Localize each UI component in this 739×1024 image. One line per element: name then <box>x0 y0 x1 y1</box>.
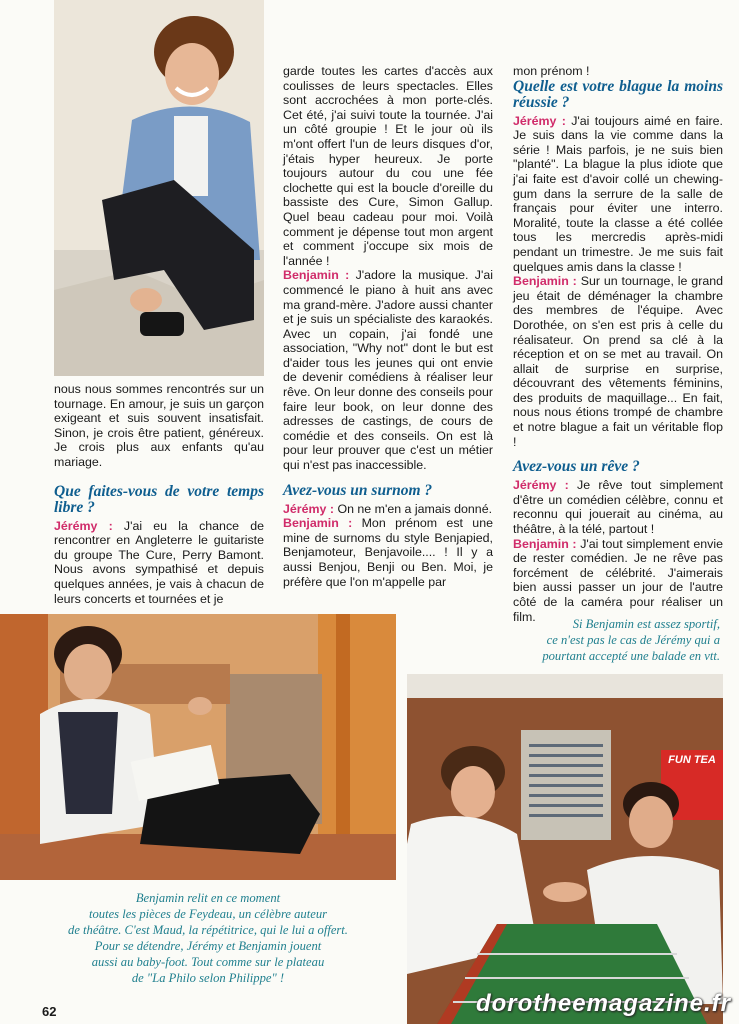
caption-line: Si Benjamin est assez sportif, <box>572 617 720 631</box>
answer-benjamin-nickname <box>283 516 493 589</box>
caption-line: pourtant accepté une balade en vtt. <box>542 649 720 663</box>
answer-text: On ne m'en a jamais donné. <box>337 501 493 516</box>
caption-line: Pour se détendre, Jérémy et Benjamin jouent <box>94 939 322 953</box>
answer-benjamin-dream <box>513 537 723 625</box>
column-1 <box>54 382 264 606</box>
caption-line: de théâtre. C'est Maud, la répétitrice, qui le lui a offert. <box>68 923 348 937</box>
photo-jeremy-crouching <box>54 0 264 376</box>
page-number: 62 <box>42 1004 57 1019</box>
answer-text: Mon prénom est une mine de surnoms du style Benjapied, Benjamoteur, Benjavoile.... ! Il y a aussi Benjou, Benji ou Ben. Moi, je préfère que l'on m'appelle par <box>283 516 493 589</box>
caption-bike <box>470 616 720 664</box>
answer-jeremy-free-time <box>54 519 264 607</box>
caption-line: toutes les pièces de Feydeau, un célèbre auteur <box>88 907 328 921</box>
speaker-benjamin: Benjamin : <box>283 516 353 531</box>
caption-line: de "La Philo selon Philippe" ! <box>131 971 285 985</box>
col3-continued-text: mon prénom ! <box>513 64 590 78</box>
col2-continued-text: garde toutes les cartes d'accès aux coulisses de leurs spectacles. Elles sont accrochées à mon porte-clés. Cet été, j'ai suivi toute la tournée. J'ai un côté groupie ! Et le jour où ils m'ont offert l'un de leurs disques d'or, j'étais hyper heureux. Je porte toujours autour du cou une fée clochette qui est la boucle d'oreille du bassiste des Cure, Simon Gallup. Quel beau cadeau pour moi. Voilà comment je dépense tout mon argent et comment j'occupe six mois de l'année ! <box>283 64 493 268</box>
question-dream: Avez-vous un rêve ? <box>513 458 640 476</box>
speaker-benjamin: Benjamin : <box>513 274 577 289</box>
answer-text: J'ai eu la chance de rencontrer en Angleterre le guitariste du groupe The Cure, Perry Bamont. Nous avons sympathisé et depuis quelques années, je vais à chacun de leurs concerts et tournées et je <box>54 518 264 606</box>
photo-babyfoot <box>407 674 723 1024</box>
answer-text: J'ai toujours aimé en faire. Je suis dans la vie comme dans la série ! Mais parfois, je ne suis bien "planté". La blague la plus idiote que j'ai faite est d'avoir collé un chewing-gum dans la serrure de la salle de français pour éviter une interro. Moralité, toute la classe a été collée tous les mercredis après-midi pendant un trimestre. Je me suis fait quelques amis dans la classe ! <box>513 113 723 274</box>
answer-jeremy-dream <box>513 478 723 536</box>
caption-line: ce n'est pas le cas de Jérémy qui a <box>546 633 720 647</box>
question-nickname: Avez-vous un surnom ? <box>283 481 433 499</box>
speaker-jeremy: Jérémy : <box>283 501 334 516</box>
column-2 <box>283 64 493 589</box>
caption-feydeau <box>10 890 406 986</box>
question-worst-joke: Quelle est votre blague la moins réussie ? <box>513 77 723 111</box>
speaker-benjamin: Benjamin : <box>513 536 577 551</box>
answer-benjamin-joke <box>513 274 723 449</box>
speaker-benjamin: Benjamin : <box>283 268 350 283</box>
caption-line: Benjamin relit en ce moment <box>135 891 281 905</box>
caption-line: aussi au baby-foot. Tout comme sur le plateau <box>91 955 325 969</box>
speaker-jeremy: Jérémy : <box>54 518 113 533</box>
col1-continued-text: nous nous sommes rencontrés sur un tournage. En amour, je suis un garçon exigeant et suis souvent insatisfait. Sinon, je crois être patient, généreux. Je crois plus aux enfants qu'au mariage. <box>54 382 264 469</box>
question-free-time: Que faites-vous de votre temps libre ? <box>54 482 264 516</box>
fun-tea-sign: FUN TEA <box>668 754 716 766</box>
watermark: dorotheemagazine.fr <box>475 990 731 1017</box>
photo-benjamin-reading <box>0 614 396 880</box>
column-3 <box>513 64 723 624</box>
answer-text: J'ai tout simplement envie de rester comédien. Je ne rêve pas forcément de célébrité. J'aimerais bien aussi passer un jour de l'autre côté de la caméra pour réaliser un film. <box>513 536 723 624</box>
answer-jeremy-joke <box>513 114 723 275</box>
answer-text: J'adore la musique. J'ai commencé le piano à huit ans avec ma grand-mère. J'adore aussi chanter et je suis un spécialiste des karaokés. Avec un copain, j'ai fondé une association, "Why not" dont le but est d'aider tous les jeunes qui ont envie de devenir comédiens à réaliser leur rêve. On leur donne des conseils pour faire leur book, on leur donne des adresses de castings, de cours de comédie et des conseils. On est là pour leur prouver que c'est un métier qui n'est pas inaccessible. <box>283 268 493 473</box>
speaker-jeremy: Jérémy : <box>513 113 566 128</box>
answer-text: Je rêve tout simplement d'être un comédien célèbre, connu et reconnu qui jouerait au cinéma, au théâtre, à la télé, partout ! <box>513 478 723 537</box>
answer-jeremy-nickname <box>283 502 493 517</box>
answer-benjamin-free-time <box>283 268 493 472</box>
speaker-jeremy: Jérémy : <box>513 478 569 493</box>
answer-text: Sur un tournage, le grand jeu était de déménager la chambre des membres de l'équipe. Avec Dorothée, on s'en est pris à celle du réalisateur. On prend sa clé à la réception et on se met au travail. On allait de surprise en surprise, découvrant des vêtements féminins, des produits de maquillage... En fait, nous nous étions trompé de chambre et notre blague a fait un véritable flop ! <box>513 274 723 449</box>
